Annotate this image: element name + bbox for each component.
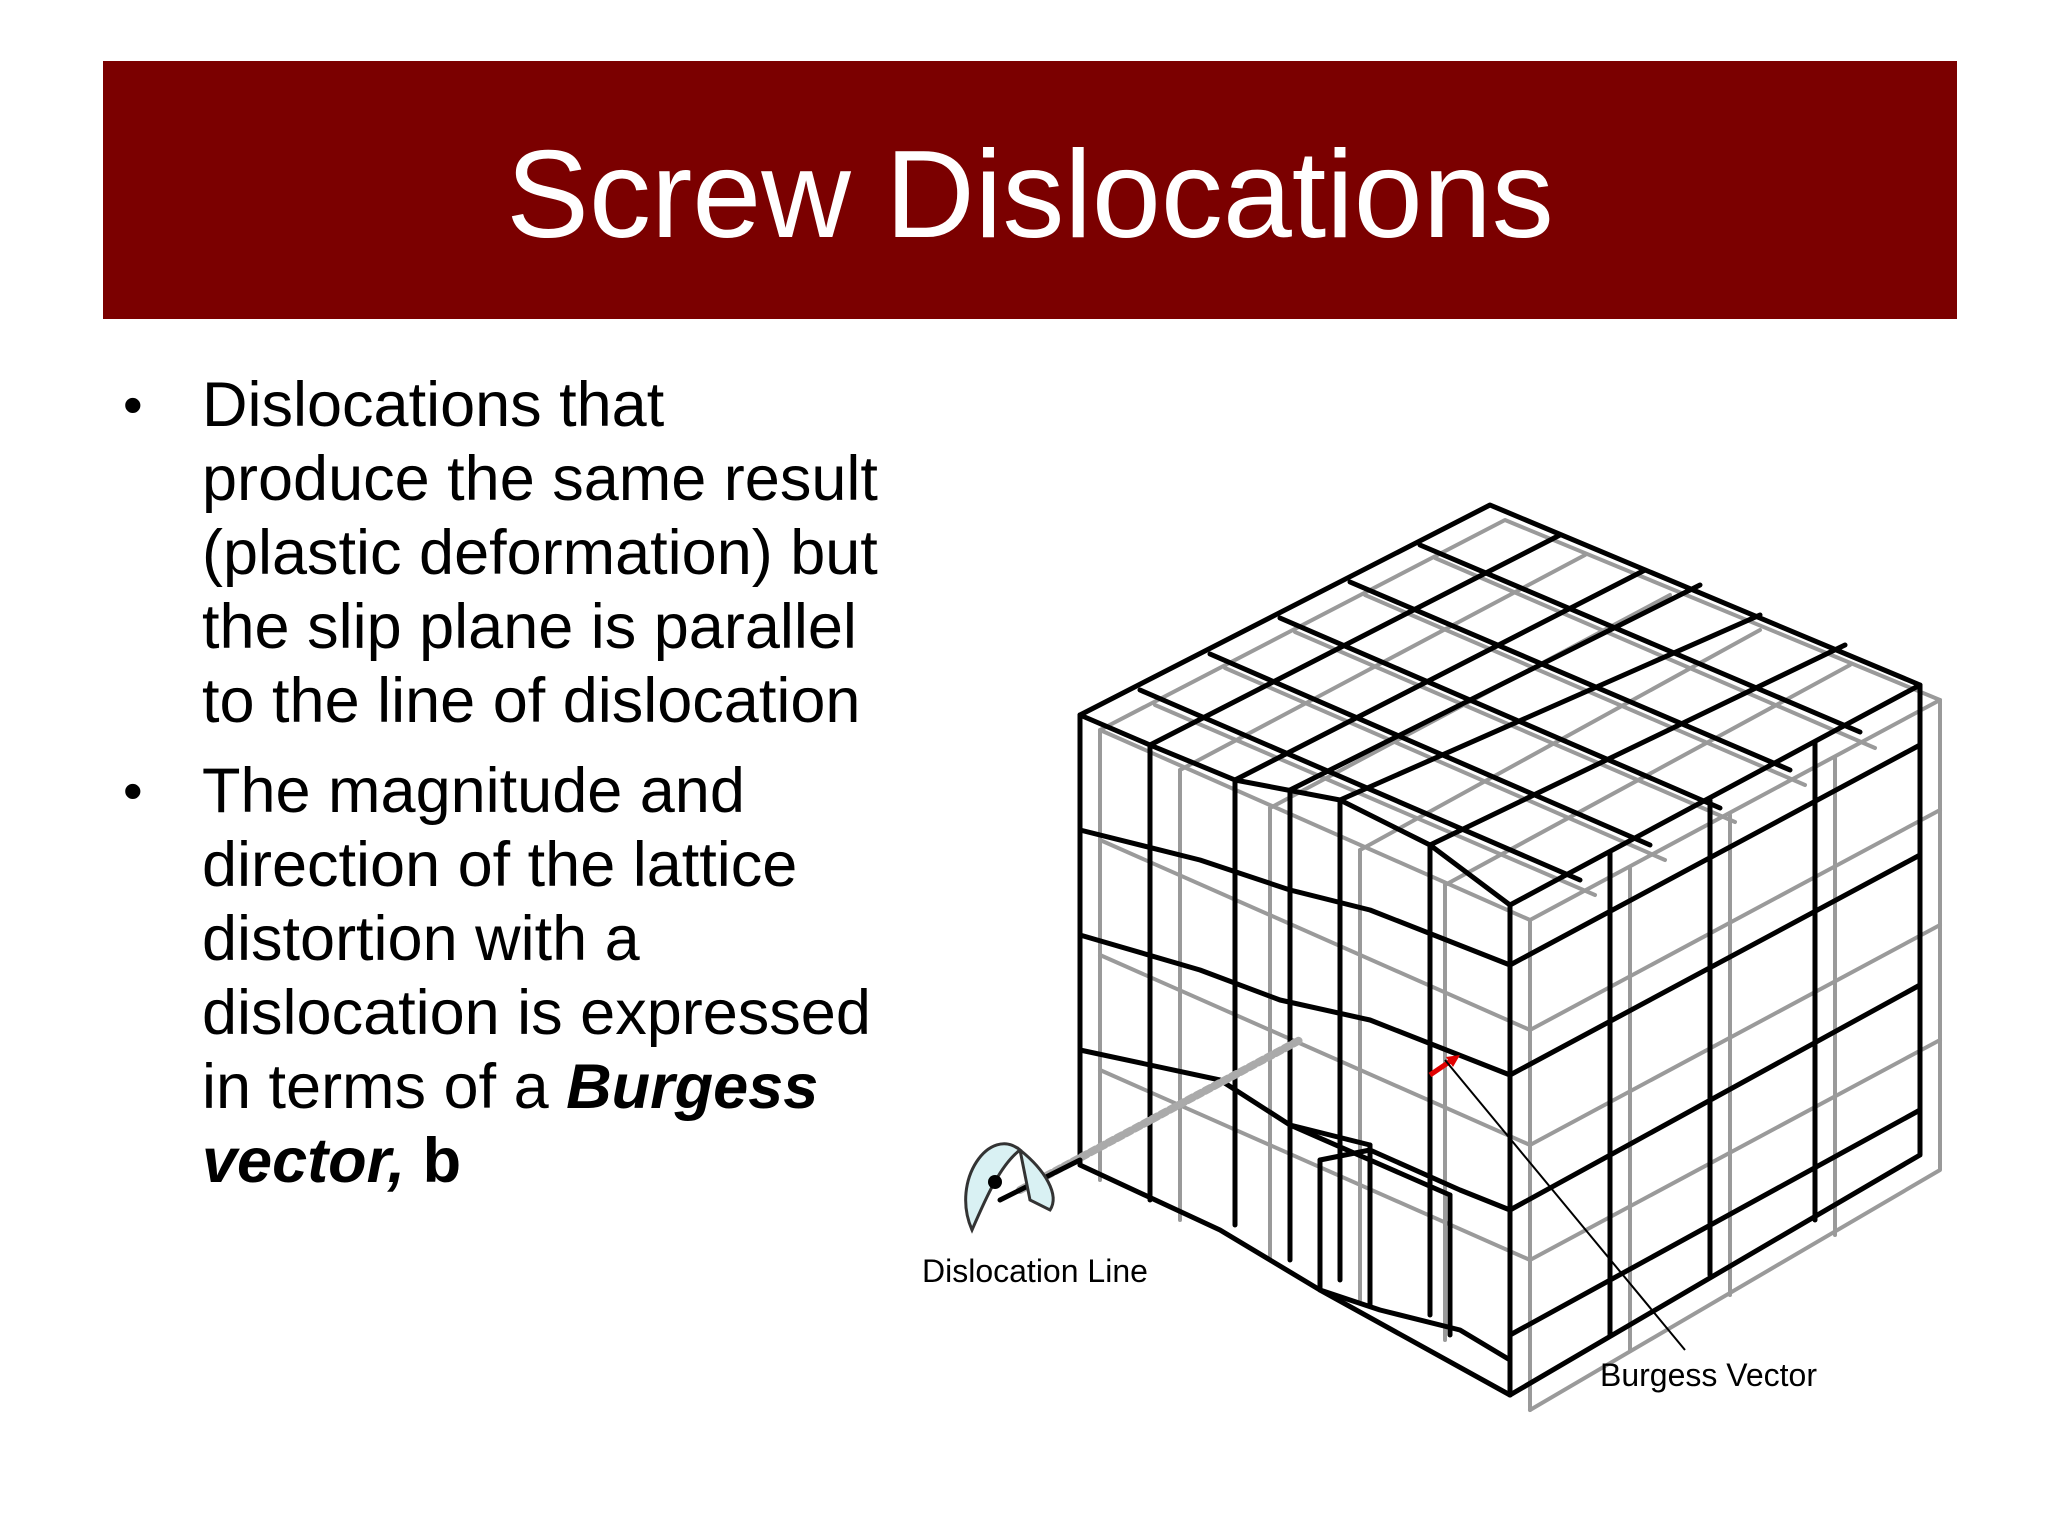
burgess-vector-label: Burgess Vector [1600,1357,1817,1393]
title-bar [103,61,1957,319]
bullet-item [120,754,890,1198]
bullet-text-prefix: The magnitude and direction of the lattice distortion with a dislocation is expressed in terms of a [202,756,871,1122]
bullet-glyph: • [123,373,143,436]
bullet-item [120,368,890,738]
dislocation-line-label: Dislocation Line [922,1253,1148,1289]
bullet-text [202,756,871,1196]
burgess-vector-term: Burgess vector, [202,1052,819,1196]
slide-title: Screw Dislocations [506,126,1554,264]
burgess-vector-symbol: b [422,1126,462,1196]
bullet-glyph: • [123,759,143,822]
bullet-text: Dislocations that produce the same result (plastic deformation) but the slip plane is parallel to the line of dislocation [202,370,878,736]
bullet-list [120,368,890,1214]
rotation-arrow-icon [966,1144,1053,1230]
